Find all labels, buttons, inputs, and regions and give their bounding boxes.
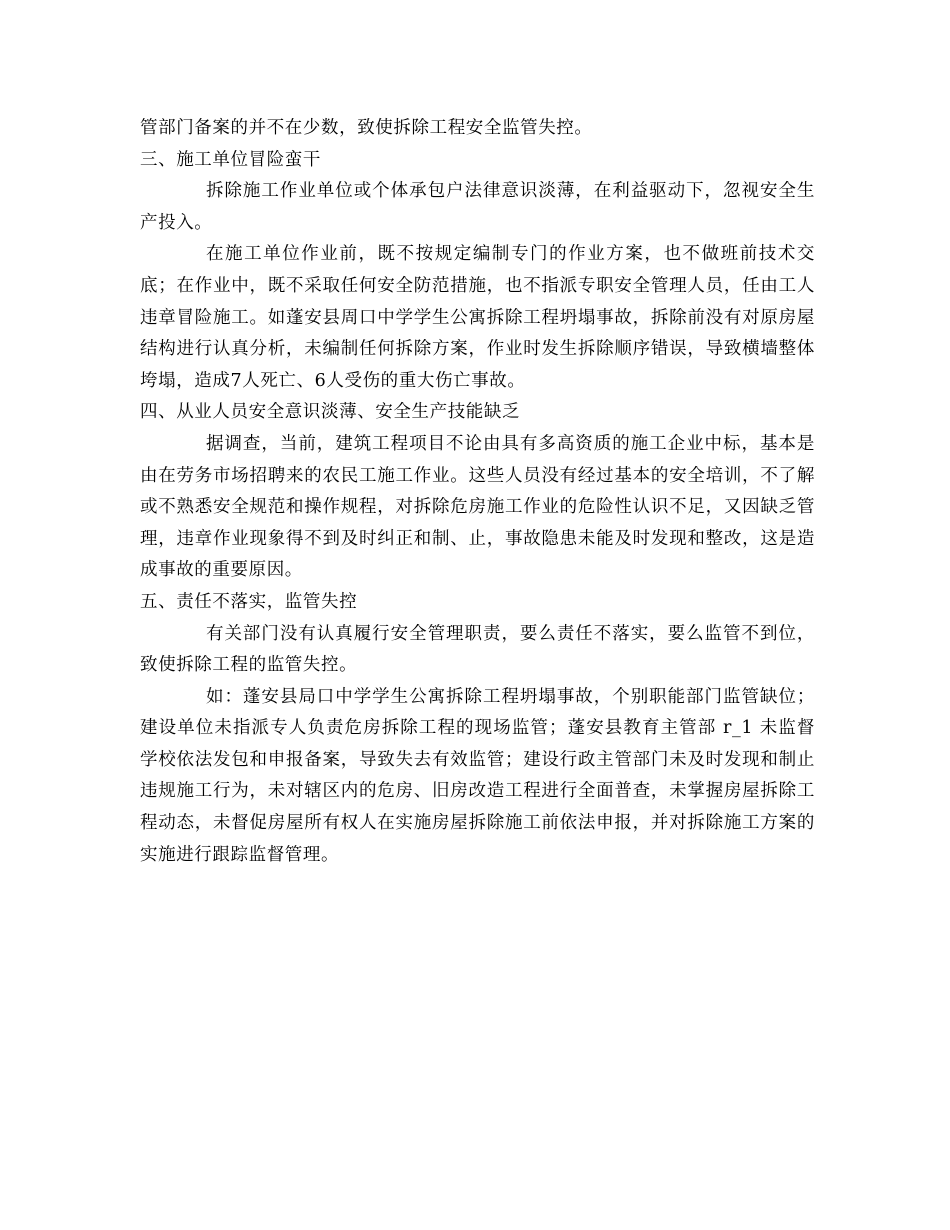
section-heading-3: 三、施工单位冒险蛮干 — [140, 149, 321, 170]
section-heading-5: 五、责任不落实，监管失控 — [140, 591, 358, 612]
document-body — [140, 113, 815, 871]
paragraph: 如：蓬安县局口中学学生公寓拆除工程坍塌事故，个别职能部门监管缺位；建设单位未指派专人负责危房拆除工程的现场监管；蓬安县教育主管部 r_1 未监督学校依法发包和申报备案，导致失去有效监管；建设行政主管部门未及时发现和制止违规施工行为，未对辖区内的危房、旧房改造工程进行全面普查，未掌握房屋拆除工程动态，未督促房屋所有权人在实施房屋拆除施工前依法申报，并对拆除施工方案的实施进行跟踪监督管理。 — [140, 686, 815, 865]
paragraph: 拆除施工作业单位或个体承包户法律意识淡薄，在利益驱动下，忽视安全生产投入。 — [140, 181, 815, 233]
paragraph-continuation: 管部门备案的并不在少数，致使拆除工程安全监管失控。 — [140, 118, 593, 138]
section-heading-4: 四、从业人员安全意识淡薄、安全生产技能缺乏 — [140, 402, 521, 423]
paragraph: 据调查，当前，建筑工程项目不论由具有多高资质的施工企业中标，基本是由在劳务市场招聘来的农民工施工作业。这些人员没有经过基本的安全培训，不了解或不熟悉安全规范和操作规程，对拆除危房施工作业的危险性认识不足，又因缺乏管理，违章作业现象得不到及时纠正和制、止，事故隐患未能及时发现和整改，这是造成事故的重要原因。 — [140, 433, 815, 581]
paragraph: 在施工单位作业前，既不按规定编制专门的作业方案，也不做班前技术交底；在作业中，既不采取任何安全防范措施，也不指派专职安全管理人员，任由工人违章冒险施工。如蓬安县周口中学学生公寓拆除工程坍塌事故，拆除前没有对原房屋结构进行认真分析，未编制任何拆除方案，作业时发生拆除顺序错误，导致横墙整体垮塌，造成7人死亡、6人受伤的重大伤亡事故。 — [140, 244, 815, 391]
paragraph: 有关部门没有认真履行安全管理职责，要么责任不落实，要么监管不到位，致使拆除工程的监管失控。 — [140, 623, 815, 676]
